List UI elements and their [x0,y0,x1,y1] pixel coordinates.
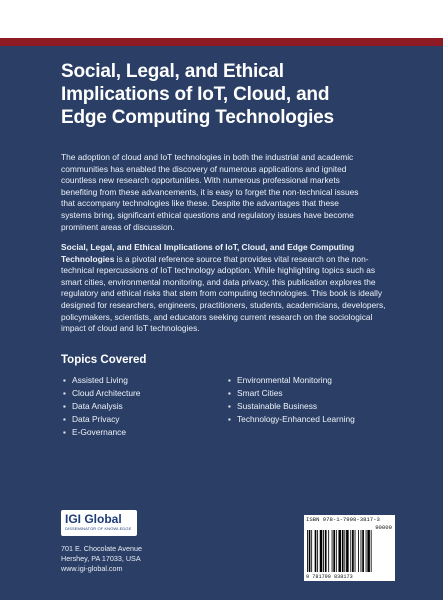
barcode-bar [358,530,359,572]
logo-wordmark: IGI Global [65,512,122,526]
barcode-bar [344,530,345,572]
topic-item: ▪ Data Privacy [63,413,140,426]
topic-item: ▪ E-Governance [63,426,140,439]
barcode-bar [342,530,344,572]
topics-list-left [63,374,140,439]
topics-list-right [228,374,355,426]
summary-lead: Social, Legal, and Ethical Implications of IoT, Cloud, and Edge Computing Technologies [61,242,355,264]
barcode-bar [332,530,333,572]
title-line-1: Social, Legal, and Ethical [61,61,284,82]
book-title [61,60,401,129]
isbn-text: ISBN 978-1-7998-3817-3 [306,516,380,523]
top-white-band [0,0,443,38]
isbn-barcode [304,515,395,581]
barcode-bars [307,530,392,572]
barcode-bar [338,530,341,572]
publisher-address [61,544,142,574]
barcode-bar [325,530,327,572]
barcode-bar [355,530,356,572]
topics-heading: Topics Covered [61,354,147,366]
topic-item: ▪ Data Analysis [63,400,140,413]
barcode-bar [315,530,317,572]
barcode-bar [367,530,370,572]
top-red-band [0,38,443,46]
intro-line: The adoption of cloud and IoT technologies in both the industrial and academic [61,152,354,162]
book-summary-paragraph [61,242,395,335]
barcode-bar [328,530,329,572]
barcode-bar [336,530,337,572]
barcode-bar [323,530,324,572]
topic-item: ▪ Environmental Monitoring [228,374,355,387]
barcode-bar [309,530,311,572]
barcode-bar [333,530,335,572]
intro-paragraph [61,152,395,233]
barcode-bar [346,530,349,572]
intro-line: that accompany technologies like these. Despite the advantages that these [61,198,339,209]
intro-line: communities has enabled the discovery of numerous applications and ignited [61,163,347,174]
topic-item: ▪ Smart Cities [228,387,355,400]
address-street: 701 E. Chocolate Avenue [61,544,142,553]
summary-body: is a pivotal reference source that provides vital research on the non-technical repercussions of IoT technology adoption. While highlighting topics such as smart cities, environmental monitoring, and data privacy, this publication explores the regulatory and ethical risks that stem from computing technologies. This book is ideally designed for researchers, engineers, practitioners, students, academicians, developers, policymakers, scientists, and educators seeking current research on the sociological impact of cloud and IoT technologies. [61,253,386,334]
price-code: 90000 [375,524,392,531]
topic-item: ▪ Cloud Architecture [63,387,140,400]
intro-line: systems bring, significant ethical questions and regulatory issues have become [61,209,354,220]
publisher-website: www.igi-global.com [61,564,123,573]
address-city: Hershey, PA 17033, USA [61,554,141,563]
topic-item: ▪ Sustainable Business [228,400,355,413]
title-line-2: Implications of IoT, Cloud, and [61,84,330,105]
barcode-bar [371,530,372,572]
ean-digits: 9 781799 838173 [306,574,353,580]
publisher-logo [61,510,137,536]
barcode-bar [307,530,308,572]
barcode-bar [352,530,354,572]
barcode-bar [350,530,351,572]
barcode-bar [361,530,362,572]
logo-tagline: DISSEMINATOR OF KNOWLEDGE [65,526,132,531]
barcode-bar [311,530,312,572]
topic-item: ▪ Assisted Living [63,374,140,387]
barcode-bar [362,530,364,572]
intro-line: prominent areas of discussion. [61,221,175,232]
intro-line: benefiting from these advancements, it is easy to forget the non-technical issues [61,186,359,197]
intro-line: countless new research opportunities. With numerous professional markets [61,175,340,186]
barcode-bar [320,530,323,572]
barcode-bar [366,530,367,572]
barcode-bar [317,530,318,572]
title-line-3: Edge Computing Technologies [61,107,334,128]
topic-item: ▪ Technology-Enhanced Learning [228,413,355,426]
